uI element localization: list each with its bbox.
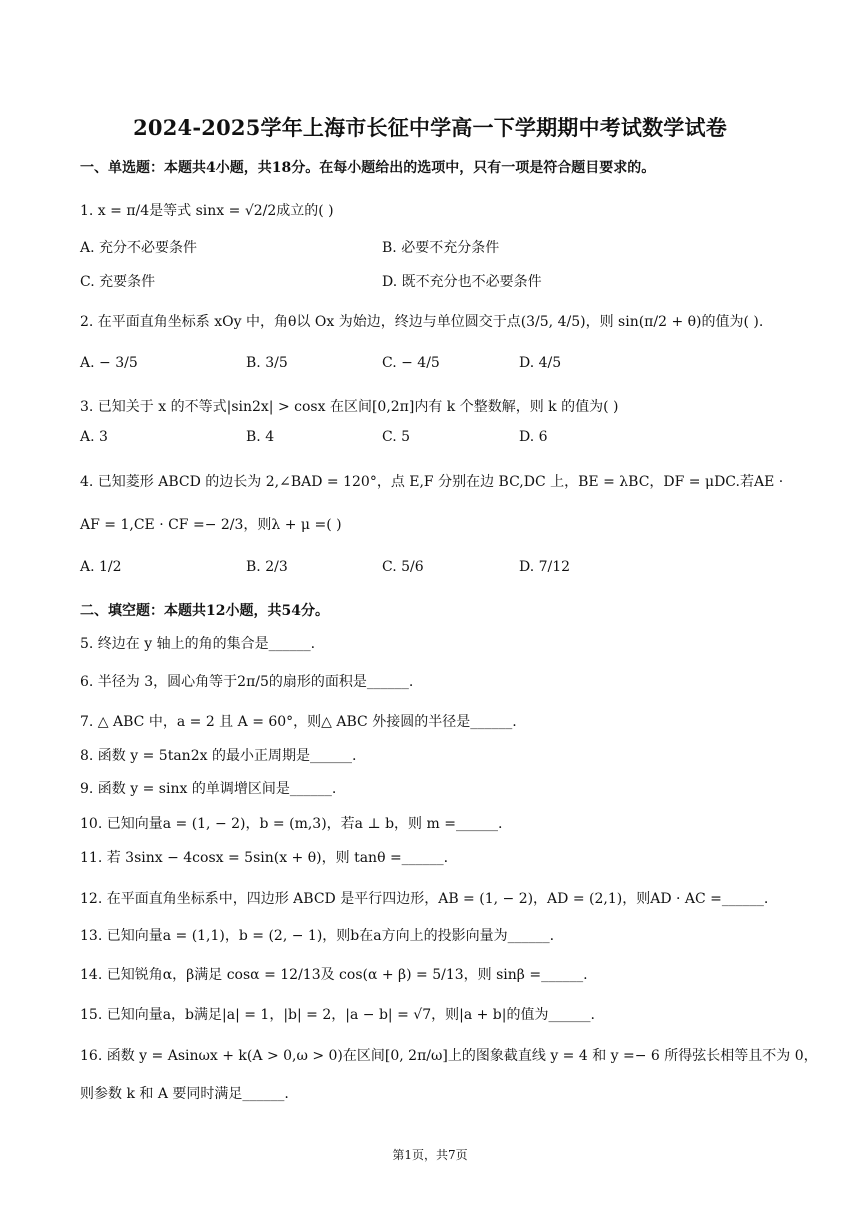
section-heading-fill-in: 二、填空题：本题共12小题，共54分。 <box>80 603 329 619</box>
question-2-option-a: A. − 3/5 <box>80 355 138 371</box>
question-8: 8. 函数 y = 5tan2x 的最小正周期是______. <box>80 748 357 764</box>
question-3-option-a: A. 3 <box>80 429 108 445</box>
question-5: 5. 终边在 y 轴上的角的集合是______. <box>80 636 316 652</box>
question-1-stem: 1. x = π/4是等式 sinx = √2/2成立的( ) <box>80 203 334 219</box>
question-1-option-c: C. 充要条件 <box>80 274 156 290</box>
question-3-option-d: D. 6 <box>519 429 548 445</box>
question-4-option-d: D. 7/12 <box>519 559 571 575</box>
question-2-option-d: D. 4/5 <box>519 355 562 371</box>
question-4-stem-line-1: 4. 已知菱形 ABCD 的边长为 2,∠BAD = 120°，点 E,F 分别在边 BC,DC 上，BE = λBC，DF = μDC.若AE · <box>80 474 784 490</box>
question-14: 14. 已知锐角α，β满足 cosα = 12/13及 cos(α + β) = 5/13，则 sinβ =______. <box>80 967 588 983</box>
question-10: 10. 已知向量a = (1, − 2)，b = (m,3)，若a ⊥ b，则 m =______. <box>80 816 503 832</box>
question-4-stem-line-2: AF = 1,CE · CF =− 2/3，则λ + μ =( ) <box>80 517 342 533</box>
question-2-option-c: C. − 4/5 <box>382 355 440 371</box>
question-2-option-b: B. 3/5 <box>246 355 288 371</box>
question-16-line-2: 则参数 k 和 A 要同时满足______. <box>80 1086 289 1102</box>
question-3-option-b: B. 4 <box>246 429 275 445</box>
page-footer: 第1页，共7页 <box>392 1148 468 1162</box>
question-9: 9. 函数 y = sinx 的单调增区间是______. <box>80 781 337 797</box>
question-2-stem: 2. 在平面直角坐标系 xOy 中，角θ以 Ox 为始边，终边与单位圆交于点(3/5, 4/5)，则 sin(π/2 + θ)的值为( ). <box>80 314 764 330</box>
question-7: 7. △ ABC 中，a = 2 且 A = 60°，则△ ABC 外接圆的半径是______. <box>80 714 517 730</box>
question-1-option-b: B. 必要不充分条件 <box>382 240 500 256</box>
question-1-option-a: A. 充分不必要条件 <box>80 240 198 256</box>
question-3-option-c: C. 5 <box>382 429 411 445</box>
question-4-option-b: B. 2/3 <box>246 559 288 575</box>
question-13: 13. 已知向量a = (1,1)，b = (2, − 1)，则b在a方向上的投影向量为______. <box>80 928 555 944</box>
question-3-stem: 3. 已知关于 x 的不等式|sin2x| > cosx 在区间[0,2π]内有 k 个整数解，则 k 的值为( ) <box>80 399 619 415</box>
question-11: 11. 若 3sinx − 4cosx = 5sin(x + θ)，则 tanθ =______. <box>80 850 449 866</box>
section-heading-single-choice: 一、单选题：本题共4小题，共18分。在每小题给出的选项中，只有一项是符合题目要求的。 <box>80 160 656 176</box>
question-16-line-1: 16. 函数 y = Asinωx + k(A > 0,ω > 0)在区间[0, 2π/ω]上的图象截直线 y = 4 和 y =− 6 所得弦长相等且不为 0， <box>80 1048 818 1064</box>
question-4-option-a: A. 1/2 <box>80 559 122 575</box>
question-12: 12. 在平面直角坐标系中，四边形 ABCD 是平行四边形，AB = (1, − 2)，AD = (2,1)，则AD · AC =______. <box>80 891 769 907</box>
question-15: 15. 已知向量a，b满足|a| = 1，|b| = 2，|a − b| = √7，则|a + b|的值为______. <box>80 1007 595 1023</box>
question-4-option-c: C. 5/6 <box>382 559 424 575</box>
page-title: 2024-2025学年上海市长征中学高一下学期期中考试数学试卷 <box>133 115 727 140</box>
question-6: 6. 半径为 3，圆心角等于2π/5的扇形的面积是______. <box>80 674 414 690</box>
question-1-option-d: D. 既不充分也不必要条件 <box>382 274 542 290</box>
